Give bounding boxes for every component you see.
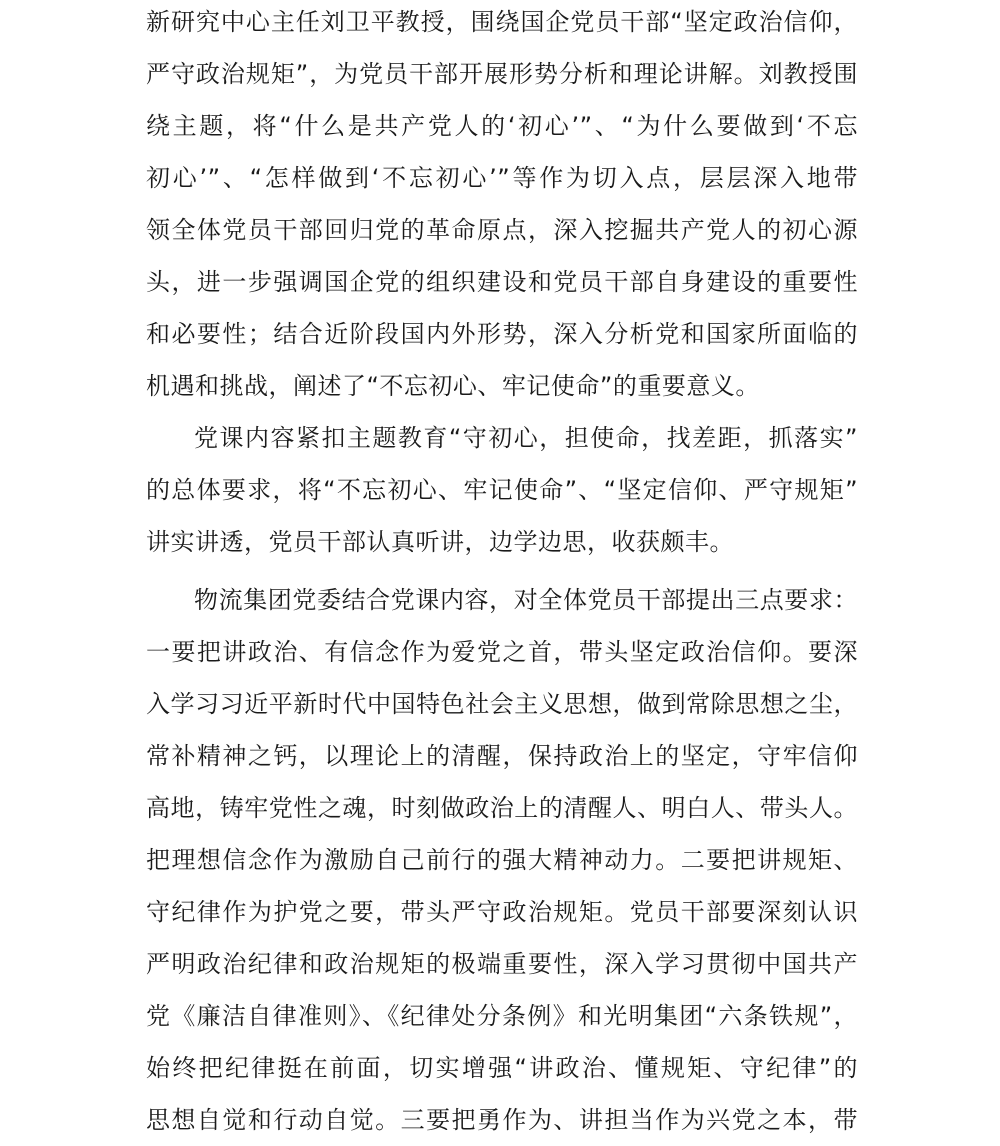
paragraph-3-line-3: 入学习习近平新时代中国特色社会主义思想，做到常除思想之尘， <box>146 690 858 718</box>
paragraph-3-line-7: 守纪律作为护党之要，带头严守政治规矩。党员干部要深刻认识 <box>146 898 858 926</box>
paragraph-2-line-3: 讲实讲透，党员干部认真听讲，边学边思，收获颇丰。 <box>146 528 734 556</box>
paragraph-3-line-11: 思想自觉和行动自觉。三要把勇作为、讲担当作为兴党之本，带 <box>146 1106 858 1134</box>
paragraph-3-line-6: 把理想信念作为激励自己前行的强大精神动力。二要把讲规矩、 <box>146 846 858 874</box>
paragraph-3-line-10: 始终把纪律挺在前面，切实增强“讲政治、懂规矩、守纪律”的 <box>146 1054 858 1082</box>
paragraph-3-line-1: 物流集团党委结合党课内容，对全体党员干部提出三点要求： <box>194 586 858 614</box>
paragraph-1-line-7: 和必要性；结合近阶段国内外形势，深入分析党和国家所面临的 <box>146 320 858 348</box>
paragraph-1-line-5: 领全体党员干部回归党的革命原点，深入挖掘共产党人的初心源 <box>146 216 858 244</box>
paragraph-1-line-4: 初心’”、“怎样做到‘不忘初心’”等作为切入点，层层深入地带 <box>146 164 858 192</box>
paragraph-1-line-3: 绕主题，将“什么是共产党人的‘初心’”、“为什么要做到‘不忘 <box>146 112 858 140</box>
paragraph-3-line-9: 党《廉洁自律准则》、《纪律处分条例》和光明集团“六条铁规”， <box>146 1002 858 1030</box>
paragraph-3-line-8: 严明政治纪律和政治规矩的极端重要性，深入学习贯彻中国共产 <box>146 950 858 978</box>
paragraph-3-line-2: 一要把讲政治、有信念作为爱党之首，带头坚定政治信仰。要深 <box>146 638 858 666</box>
paragraph-2-line-2: 的总体要求，将“不忘初心、牢记使命”、“坚定信仰、严守规矩” <box>146 476 858 504</box>
paragraph-3-line-5: 高地，铸牢党性之魂，时刻做政治上的清醒人、明白人、带头人。 <box>146 794 858 822</box>
paragraph-1-line-8: 机遇和挑战，阐述了“不忘初心、牢记使命”的重要意义。 <box>146 372 760 400</box>
paragraph-3-line-4: 常补精神之钙，以理论上的清醒，保持政治上的坚定，守牢信仰 <box>146 742 858 770</box>
paragraph-1-line-2: 严守政治规矩”，为党员干部开展形势分析和理论讲解。刘教授围 <box>146 60 858 88</box>
paragraph-1-line-1: 新研究中心主任刘卫平教授，围绕国企党员干部“坚定政治信仰， <box>146 8 858 36</box>
paragraph-2-line-1: 党课内容紧扣主题教育“守初心，担使命，找差距，抓落实” <box>194 424 858 452</box>
paragraph-1-line-6: 头，进一步强调国企党的组织建设和党员干部自身建设的重要性 <box>146 268 858 296</box>
